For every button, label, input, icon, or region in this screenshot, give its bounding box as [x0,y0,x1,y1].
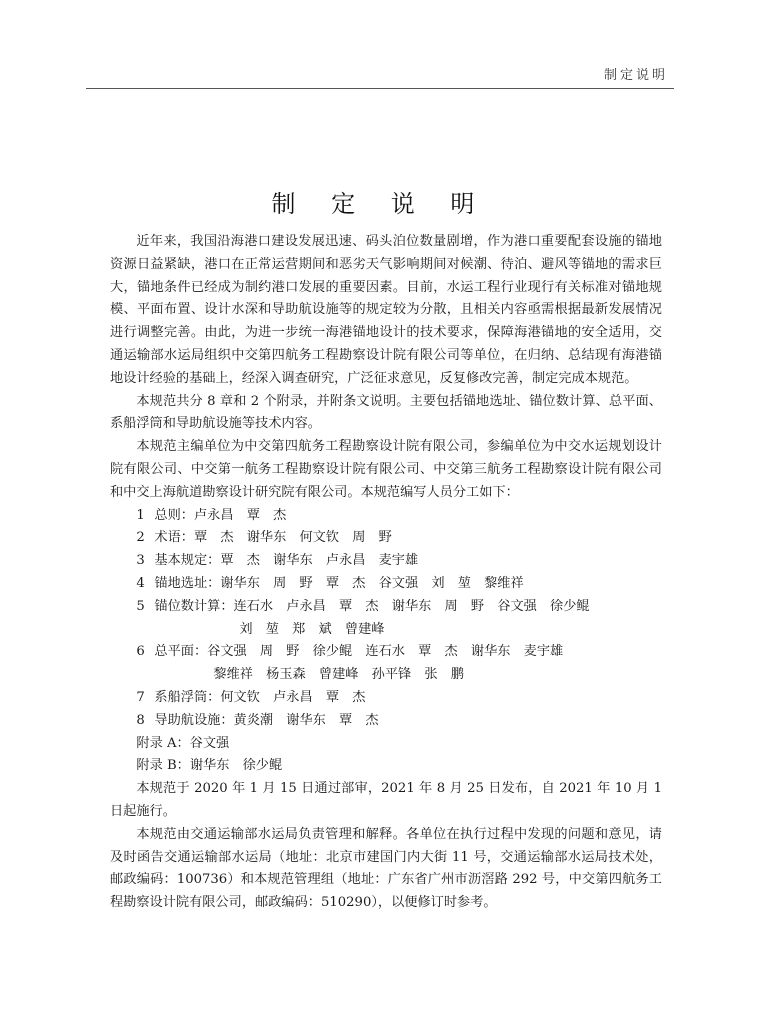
item-number: 5 [136,598,145,614]
document-body [110,231,662,915]
item-number: 8 [136,712,145,728]
item-number: 3 [136,553,145,569]
list-item-continuation [110,664,662,687]
item-text: 术语：覃 杰 谢华东 何文钦 周 野 [154,530,392,546]
list-item [110,527,662,550]
running-title: 制定说明 [603,68,668,83]
running-header [0,0,760,90]
item-text: 导助航设施：黄炎潮 谢华东 覃 杰 [154,712,379,728]
item-number: 7 [136,689,145,705]
appendix-a: 附录 A：谷文强 [136,735,230,751]
item-text: 基本规定：覃 杰 谢华东 卢永昌 麦宇雄 [154,553,419,569]
list-item [110,596,662,619]
item-number: 1 [136,507,145,523]
paragraph-scope: 本规范共分 8 章和 2 个附录，并附条文说明。主要包括锚地选址、锚位数计算、总平面、系船浮筒和导助航设施等技术内容。 [110,393,662,432]
item-text: 刘 堃 郑 斌 曾建峰 [239,621,385,637]
paragraph-contact: 本规范由交通运输部水运局负责管理和解释。各单位在执行过程中发现的问题和意见，请及时函告交通运输部水运局（地址：北京市建国门内大街 11 号，交通运输部水运局技术处，邮政编码：100736）和本规范管理组（地址：广东省广州市沥滘路 292 号，中交第四航务工程勘察设计院有限公司，邮政编码：510290），以便修订时参考。 [110,826,662,911]
list-item [110,550,662,573]
item-number: 6 [136,644,145,660]
item-text: 黎维祥 杨玉森 曾建峰 孙平锋 张 鹏 [213,667,464,683]
page-title: 制 定 说 明 [271,190,489,218]
list-item [110,505,662,528]
header-rule [86,88,674,89]
paragraph-dates: 本规范于 2020 年 1 月 15 日通过部审，2021 年 8 月 25 日发布，自 2021 年 10 月 1 日起施行。 [110,781,662,819]
assignment-list [110,505,662,779]
item-text: 总平面：谷文强 周 野 徐少鲲 连石水 覃 杰 谢华东 麦宇雄 [154,644,564,660]
paragraph-units: 本规范主编单位为中交第四航务工程勘察设计院有限公司，参编单位为中交水运规划设计院有限公司、中交第一航务工程勘察设计院有限公司、中交第三航务工程勘察设计院有限公司和中交上海航道勘察设计研究院有限公司。本规范编写人员分工如下： [110,439,662,500]
list-item [110,687,662,710]
paragraph-intro: 近年来，我国沿海港口建设发展迅速、码头泊位数量剧增，作为港口重要配套设施的锚地资源日益紧缺，港口在正常运营期间和恶劣天气影响期间对候潮、待泊、避风等锚地的需求巨大，锚地条件已经成为制约港口发展的重要因素。目前，水运工程行业现行有关标准对锚地规模、平面布置、设计水深和导助航设施等的规定较为分散，且相关内容亟需根据最新发展情况进行调整完善。由此，为进一步统一海港锚地设计的技术要求，保障海港锚地的安全适用，交通运输部水运局组织中交第四航务工程勘察设计院有限公司等单位，在归纳、总结现有海港锚地设计经验的基础上，经深入调查研究，广泛征求意见，反复修改完善，制定完成本规范。 [110,234,662,386]
item-number: 2 [136,530,145,546]
item-text: 锚地选址：谢华东 周 野 覃 杰 谷文强 刘 堃 黎维祥 [154,575,524,591]
list-item-continuation [110,619,662,642]
item-text: 总则：卢永昌 覃 杰 [154,507,287,523]
item-text: 系船浮筒：何文钦 卢永昌 覃 杰 [154,689,366,705]
item-text: 锚位数计算：连石水 卢永昌 覃 杰 谢华东 周 野 谷文强 徐少鲲 [154,598,590,614]
appendix-b: 附录 B：谢华东 徐少鲲 [136,758,283,774]
list-item [110,710,662,733]
item-number: 4 [136,575,145,591]
list-item [110,573,662,596]
list-item [110,641,662,664]
